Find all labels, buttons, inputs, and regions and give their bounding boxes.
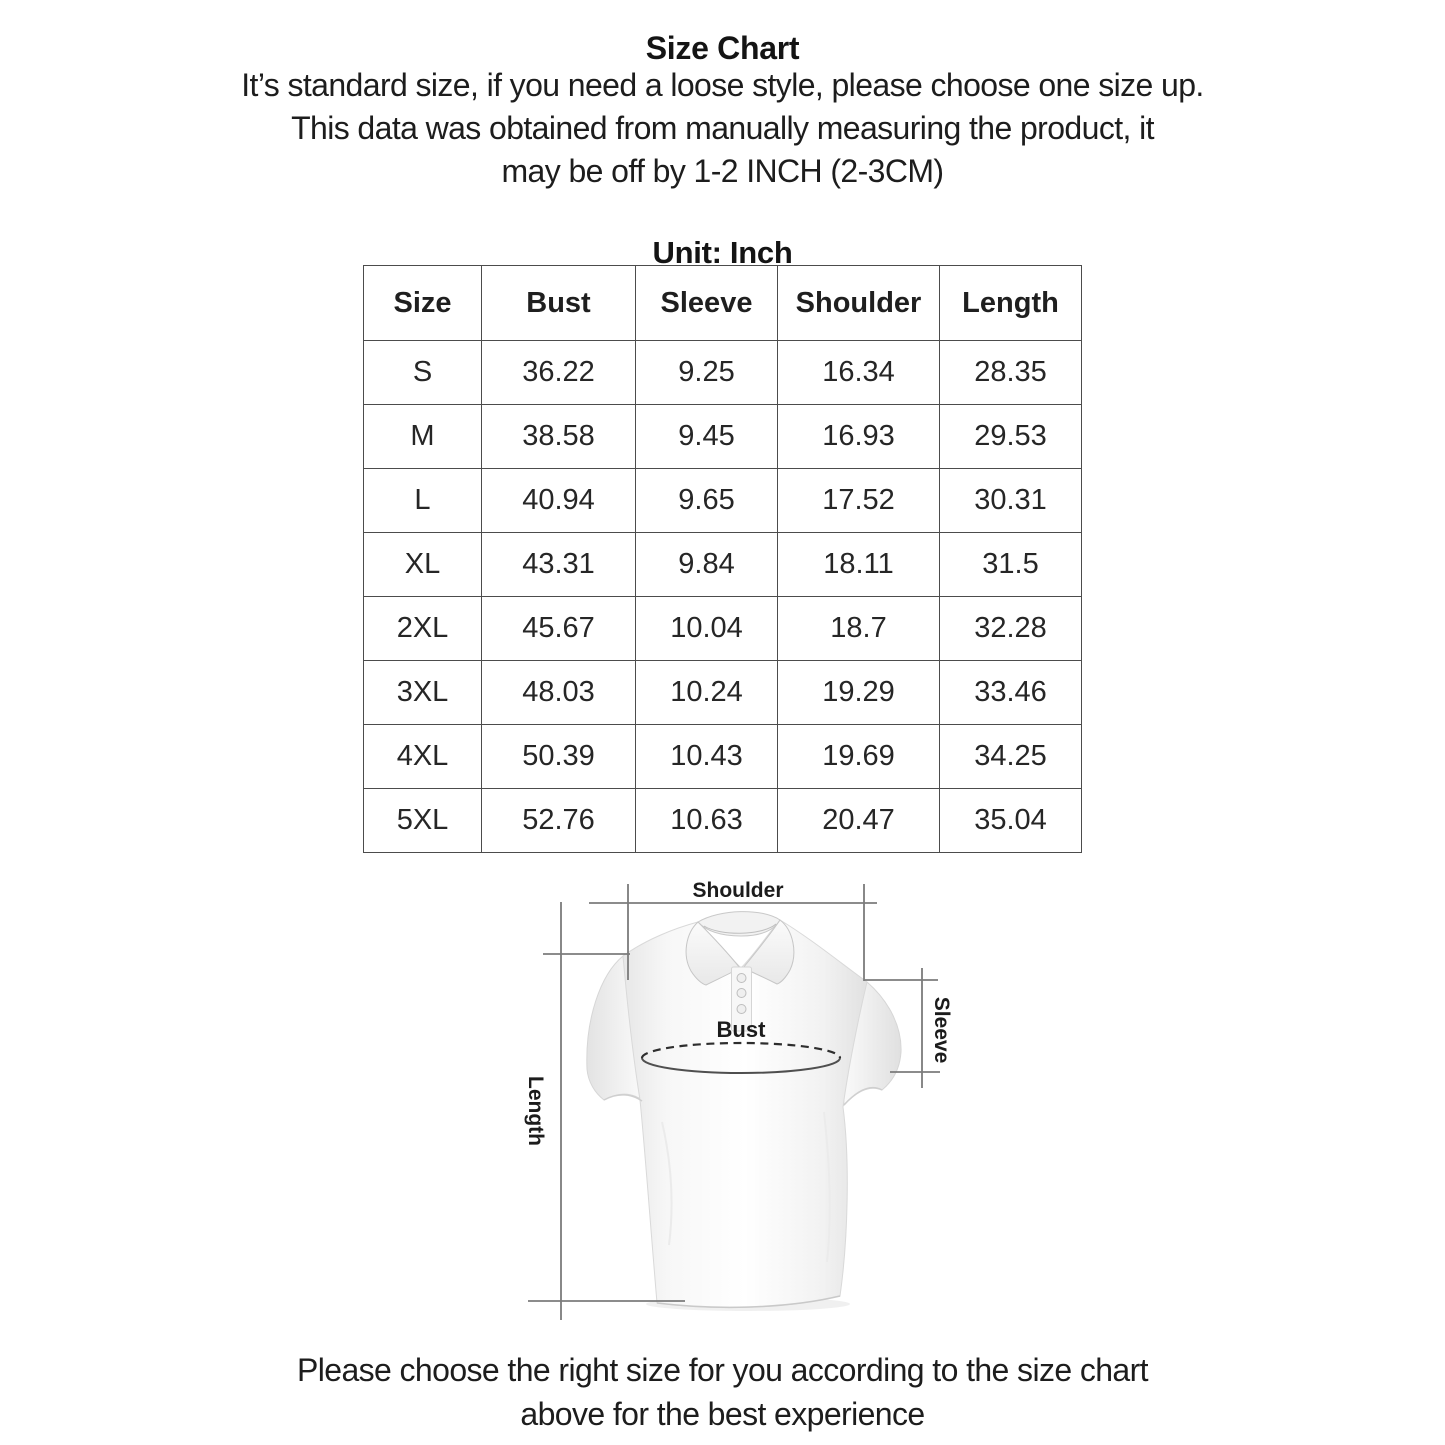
table-cell: M bbox=[364, 405, 482, 469]
polo-shirt-illustration bbox=[587, 912, 901, 1311]
table-cell: 36.22 bbox=[482, 341, 636, 405]
header-cell-length: Length bbox=[940, 266, 1082, 341]
shirt-measurement-diagram bbox=[480, 860, 1000, 1330]
table-row bbox=[364, 597, 1082, 661]
table-cell: 30.31 bbox=[940, 469, 1082, 533]
table-cell: S bbox=[364, 341, 482, 405]
table-cell: 9.65 bbox=[636, 469, 778, 533]
intro-text bbox=[0, 64, 1445, 193]
table-row bbox=[364, 341, 1082, 405]
table-row bbox=[364, 725, 1082, 789]
polo-button bbox=[737, 989, 746, 998]
header-cell-sleeve: Sleeve bbox=[636, 266, 778, 341]
polo-button bbox=[737, 1005, 746, 1014]
table-cell: 34.25 bbox=[940, 725, 1082, 789]
table-cell: 43.31 bbox=[482, 533, 636, 597]
table-cell: 5XL bbox=[364, 789, 482, 853]
table-cell: XL bbox=[364, 533, 482, 597]
table-row bbox=[364, 789, 1082, 853]
bust-label: Bust bbox=[716, 1017, 766, 1042]
header-cell-shoulder: Shoulder bbox=[778, 266, 940, 341]
table-cell: 28.35 bbox=[940, 341, 1082, 405]
length-label: Length bbox=[524, 1076, 547, 1146]
sleeve-label: Sleeve bbox=[930, 996, 953, 1064]
footer-note bbox=[0, 1348, 1445, 1436]
table-cell: 35.04 bbox=[940, 789, 1082, 853]
table-cell: 10.24 bbox=[636, 661, 778, 725]
table-cell: 10.43 bbox=[636, 725, 778, 789]
table-cell: 3XL bbox=[364, 661, 482, 725]
table-cell: 9.84 bbox=[636, 533, 778, 597]
table-cell: 38.58 bbox=[482, 405, 636, 469]
table-row bbox=[364, 405, 1082, 469]
table-cell: 45.67 bbox=[482, 597, 636, 661]
table-cell: 9.25 bbox=[636, 341, 778, 405]
shoulder-label: Shoulder bbox=[692, 879, 784, 902]
table-cell: 52.76 bbox=[482, 789, 636, 853]
table-row bbox=[364, 469, 1082, 533]
table-cell: 16.34 bbox=[778, 341, 940, 405]
table-cell: 31.5 bbox=[940, 533, 1082, 597]
table-cell: 16.93 bbox=[778, 405, 940, 469]
intro-line: It’s standard size, if you need a loose style, please choose one size up. bbox=[241, 67, 1204, 103]
header-cell-size: Size bbox=[364, 266, 482, 341]
table-cell: 19.69 bbox=[778, 725, 940, 789]
table-cell: 48.03 bbox=[482, 661, 636, 725]
table-cell: 2XL bbox=[364, 597, 482, 661]
table-cell: 40.94 bbox=[482, 469, 636, 533]
page-title: Size Chart bbox=[645, 30, 800, 67]
size-table bbox=[363, 265, 1082, 853]
header-cell-bust: Bust bbox=[482, 266, 636, 341]
unit-label: Unit: Inch bbox=[652, 234, 793, 270]
table-cell: 20.47 bbox=[778, 789, 940, 853]
intro-line: may be off by 1-2 INCH (2-3CM) bbox=[501, 153, 944, 189]
footer-line: above for the best experience bbox=[520, 1396, 925, 1432]
table-cell: 29.53 bbox=[940, 405, 1082, 469]
table-cell: 10.63 bbox=[636, 789, 778, 853]
polo-collar-back bbox=[698, 912, 780, 936]
table-cell: 4XL bbox=[364, 725, 482, 789]
table-header-row bbox=[364, 266, 1082, 341]
polo-button bbox=[737, 974, 746, 983]
table-cell: 10.04 bbox=[636, 597, 778, 661]
table-cell: 19.29 bbox=[778, 661, 940, 725]
table-cell: 17.52 bbox=[778, 469, 940, 533]
table-cell: L bbox=[364, 469, 482, 533]
table-cell: 9.45 bbox=[636, 405, 778, 469]
table-cell: 18.7 bbox=[778, 597, 940, 661]
table-row bbox=[364, 533, 1082, 597]
footer-line: Please choose the right size for you according to the size chart bbox=[297, 1352, 1148, 1388]
table-row bbox=[364, 661, 1082, 725]
table-cell: 33.46 bbox=[940, 661, 1082, 725]
table-cell: 18.11 bbox=[778, 533, 940, 597]
table-cell: 32.28 bbox=[940, 597, 1082, 661]
intro-line: This data was obtained from manually measuring the product, it bbox=[291, 110, 1154, 146]
table-cell: 50.39 bbox=[482, 725, 636, 789]
